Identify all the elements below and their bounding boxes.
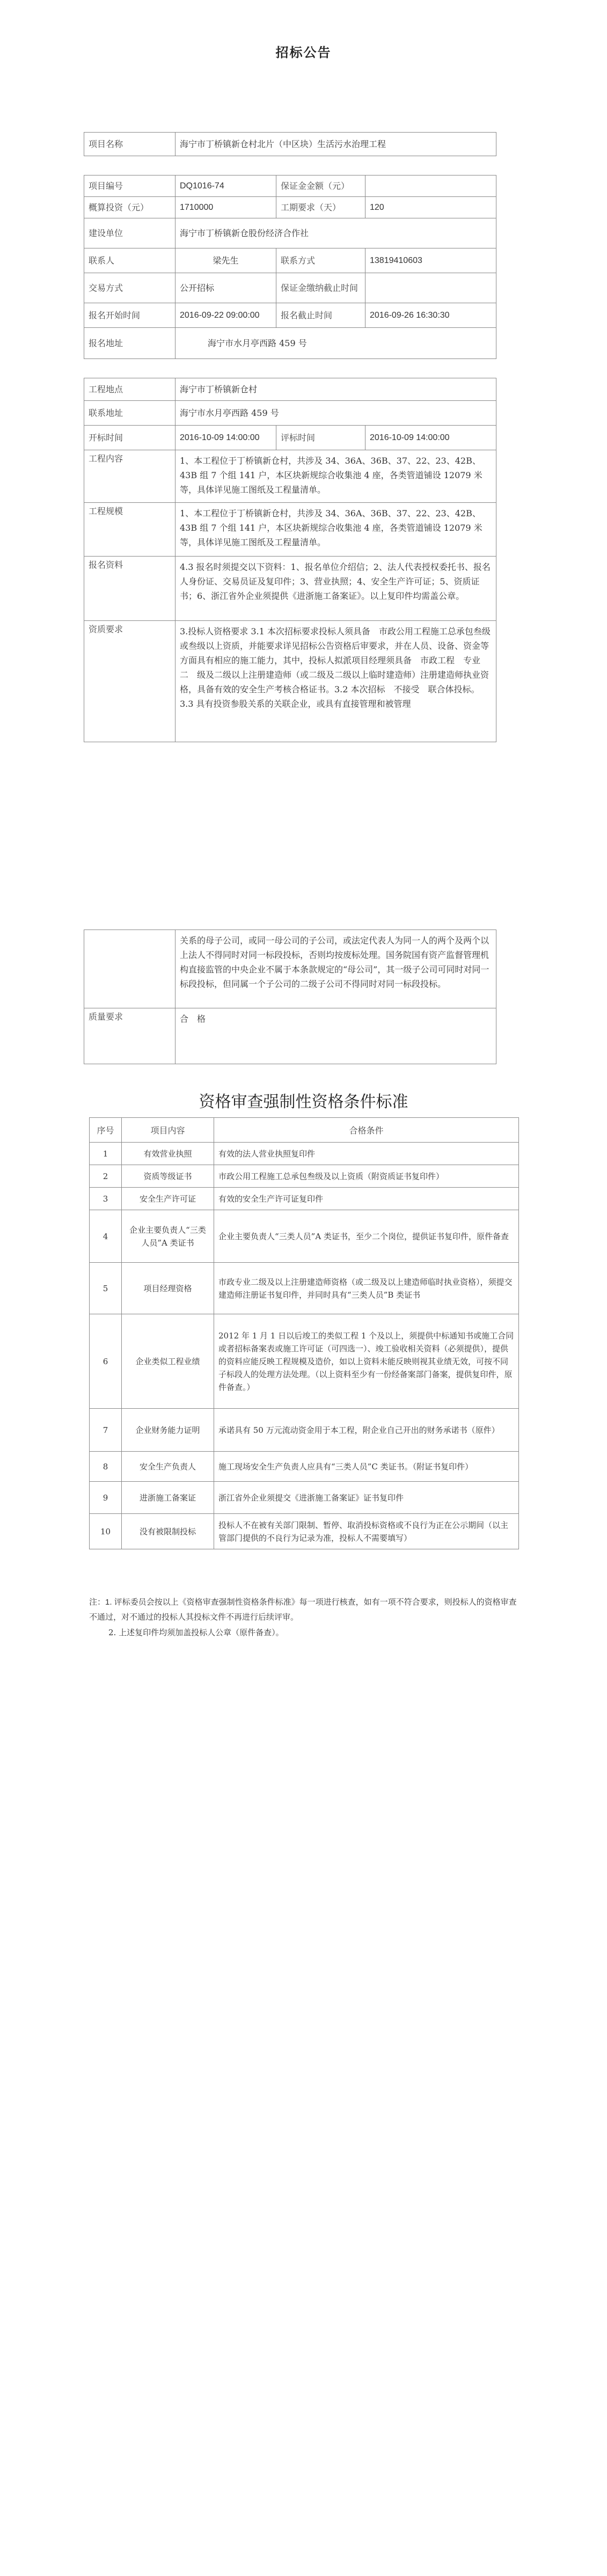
row-no: 8	[90, 1452, 122, 1482]
scale-value: 1、本工程位于丁桥镇新仓村，共涉及 34、36A、36B、37、22、23、42B、43B 组 7 个组 141 户，本区块新规综合收集池 4 座，各类管道铺设 12079 米等，具体详见施工图纸及工程量清单。	[175, 503, 496, 557]
notes	[89, 1595, 518, 1640]
row-no: 9	[90, 1482, 122, 1514]
row-cond: 有效的法人营业执照复印件	[214, 1143, 519, 1165]
row-item: 有效营业执照	[122, 1143, 214, 1165]
row-item: 安全生产负责人	[122, 1452, 214, 1482]
deposit-label: 保证金金额（元）	[276, 175, 365, 197]
trade-value: 公开招标	[175, 273, 276, 303]
header-cond: 合格条件	[214, 1118, 519, 1143]
row-item: 企业类似工程业绩	[122, 1314, 214, 1409]
project-name: 海宁市丁桥镇新仓村北片（中区块）生活污水治理工程	[175, 133, 496, 156]
project-no-label: 项目编号	[84, 175, 175, 197]
contact-addr-value: 海宁市水月亭西路 459 号	[175, 401, 496, 426]
row-cond: 施工现场安全生产负责人应具有“三类人员”C 类证书。（附证书复印件）	[214, 1452, 519, 1482]
deposit-deadline-label: 保证金缴纳截止时间	[276, 273, 365, 303]
content-label: 工程内容	[84, 450, 175, 503]
row-no: 1	[90, 1143, 122, 1165]
table-row	[90, 1188, 519, 1210]
page-title: 招标公告	[275, 45, 332, 60]
spacer-row	[84, 156, 496, 175]
signup-start-value: 2016-09-22 09:00:00	[175, 303, 276, 328]
row-cond: 有效的安全生产许可证复印件	[214, 1188, 519, 1210]
contact-addr-label: 联系地址	[84, 401, 175, 426]
header-item: 项目内容	[122, 1118, 214, 1143]
table-row	[90, 1514, 519, 1549]
row-cond: 浙江省外企业须提交《进浙施工备案证》证书复印件	[214, 1482, 519, 1514]
trade-label: 交易方式	[84, 273, 175, 303]
signup-start-label: 报名开始时间	[84, 303, 175, 328]
row-no: 7	[90, 1409, 122, 1452]
spacer-row	[84, 359, 496, 378]
period-label: 工期要求（天）	[276, 197, 365, 218]
row-item: 进浙施工备案证	[122, 1482, 214, 1514]
qualification-table	[89, 1117, 519, 1549]
contact-value: 梁先生	[175, 248, 276, 273]
header-no: 序号	[90, 1118, 122, 1143]
table-row	[90, 1165, 519, 1188]
signup-addr-value: 海宁市水月亭西路 459 号	[175, 328, 496, 359]
site-value: 海宁市丁桥镇新仓村	[175, 378, 496, 401]
eval-time-value: 2016-10-09 14:00:00	[365, 426, 496, 450]
row-cond: 企业主要负责人“三类人员”A 类证书，至少二个岗位，提供证书复印件，原件备查	[214, 1210, 519, 1263]
table-row	[90, 1314, 519, 1409]
row-item: 企业财务能力证明	[122, 1409, 214, 1452]
row-cond: 市政公用工程施工总承包叁级及以上资质（附资质证书复印件）	[214, 1165, 519, 1188]
table-row	[90, 1263, 519, 1314]
row-item: 安全生产许可证	[122, 1188, 214, 1210]
qualification-section-title: 资格审查强制性资格条件标准	[199, 1093, 408, 1111]
row-item: 企业主要负责人“三类人员”A 类证书	[122, 1210, 214, 1263]
row-cond: 投标人不在被有关部门限制、暂停、取消投标资格或不良行为正在公示期间（以主管部门提供的不良行为记录为准，投标人不需要填写）	[214, 1514, 519, 1549]
row-cond: 承诺具有 50 万元流动资金用于本工程，附企业自己开出的财务承诺书（原件）	[214, 1409, 519, 1452]
open-time-value: 2016-10-09 14:00:00	[175, 426, 276, 450]
quality-label: 质量要求	[84, 1008, 175, 1064]
docs-value: 4.3 报名时须提交以下资料：1、报名单位介绍信；2、法人代表授权委托书、报名人身份证、交易员证及复印件；3、营业执照；4、安全生产许可证；5、资质证书；6、浙江省外企业须提供《进浙施工备案证》。以上复印件均需盖公章。	[175, 557, 496, 621]
row-no: 5	[90, 1263, 122, 1314]
budget-label: 概算投资（元）	[84, 197, 175, 218]
qual-cont-label	[84, 930, 175, 1008]
signup-end-value: 2016-09-26 16:30:30	[365, 303, 496, 328]
table-row	[90, 1143, 519, 1165]
project-name-label: 项目名称	[84, 133, 175, 156]
row-cond: 市政专业二级及以上注册建造师资格（或二级及以上建造师临时执业资格），须提交建造师注册证书复印件，并同时具有“三类人员”B 类证书	[214, 1263, 519, 1314]
row-item: 没有被限制投标	[122, 1514, 214, 1549]
deposit-value	[365, 175, 496, 197]
row-no: 10	[90, 1514, 122, 1549]
content-value: 1、本工程位于丁桥镇新仓村，共涉及 34、36A、36B、37、22、23、42B、43B 组 7 个组 141 户，本区块新规综合收集池 4 座，各类管道铺设 12079 米等，具体详见施工图纸及工程量清单。	[175, 450, 496, 503]
note-2: 2. 上述复印件均须加盖投标人公章（原件备查）。	[108, 1628, 284, 1637]
project-no: DQ1016-74	[175, 175, 276, 197]
row-cond: 2012 年 1 月 1 日以后竣工的类似工程 1 个及以上，须提供中标通知书或施工合同或者招标备案表或施工许可证（可四选一）、竣工验收相关资料（必须提供），提供的资料应能反映工程规模及造价，如以上资料未能反映则视其业绩无效，可按不同子标段人的处理方法处理。（以上资料至少有一份经备案部门备案，提供复印件，原件备查。）	[214, 1314, 519, 1409]
row-no: 3	[90, 1188, 122, 1210]
open-time-label: 开标时间	[84, 426, 175, 450]
phone-value: 13819410603	[365, 248, 496, 273]
row-no: 2	[90, 1165, 122, 1188]
row-no: 4	[90, 1210, 122, 1263]
qual-cont-value: 关系的母子公司，或同一母公司的子公司，或法定代表人为同一人的两个及两个以上法人不得同时对同一标段投标，否则均按废标处理。国务院国有资产监督管理机构直接监管的中央企业不属于本条款规定的“母公司”，其一级子公司可同时对同一标段投标，但同属一个子公司的二级子公司不得同时对同一标段投标。	[175, 930, 496, 1008]
builder-label: 建设单位	[84, 218, 175, 248]
phone-label: 联系方式	[276, 248, 365, 273]
scale-label: 工程规模	[84, 503, 175, 557]
qual-value: 3.投标人资格要求 3.1 本次招标要求投标人须具备 市政公用工程施工总承包叁级或叁级以上资质，并能要求详见招标公告资格后审要求，并在人员、设备、资金等方面具有相应的施工能力，其中，投标人拟派项目经理须具备 市政工程 专业 二 级及二级以上注册建造师（或二级及二级以上临时建造师）注册建造师执业资格，具备有效的安全生产考核合格证书。3.2 本次招标 不接受 联合体投标。3.3 具有投资参股关系的关联企业，或具有直接管理和被管理	[175, 621, 496, 742]
bid-info-table	[84, 132, 496, 742]
period-value: 120	[365, 197, 496, 218]
signup-end-label: 报名截止时间	[276, 303, 365, 328]
table-row	[90, 1452, 519, 1482]
table-row	[90, 1210, 519, 1263]
site-label: 工程地点	[84, 378, 175, 401]
docs-label: 报名资料	[84, 557, 175, 621]
table-row	[90, 1409, 519, 1452]
contact-label: 联系人	[84, 248, 175, 273]
row-item: 资质等级证书	[122, 1165, 214, 1188]
eval-time-label: 评标时间	[276, 426, 365, 450]
builder-value: 海宁市丁桥镇新仓股份经济合作社	[175, 218, 496, 248]
note-1: 注：1. 评标委员会按以上《资格审查强制性资格条件标准》每一项进行核查，如有一项不符合要求，则投标人的资格审查不通过，对不通过的投标人其投标文件不再进行后续评审。	[89, 1598, 517, 1622]
bid-info-table-continued	[84, 930, 496, 1064]
qual-label: 资质要求	[84, 621, 175, 742]
row-item: 项目经理资格	[122, 1263, 214, 1314]
row-no: 6	[90, 1314, 122, 1409]
table-row	[90, 1482, 519, 1514]
signup-addr-label: 报名地址	[84, 328, 175, 359]
quality-value: 合 格	[175, 1008, 496, 1064]
budget-value: 1710000	[175, 197, 276, 218]
deposit-deadline-value	[365, 273, 496, 303]
